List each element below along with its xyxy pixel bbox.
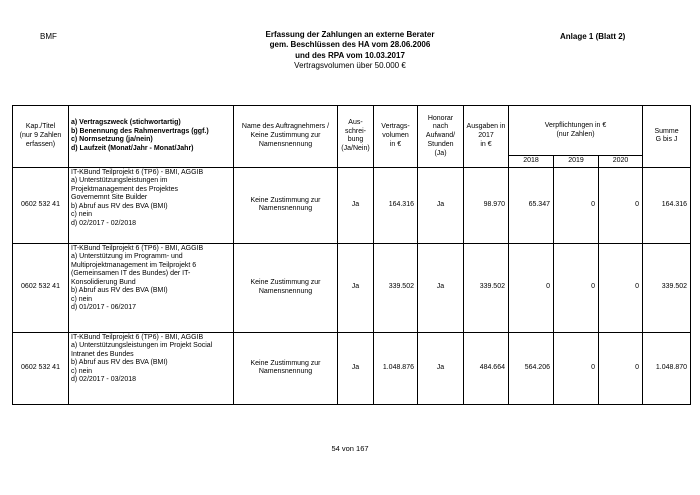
table-row xyxy=(13,243,691,332)
header-vertragsvolumen xyxy=(374,106,418,168)
ministry-label: BMF xyxy=(40,32,57,41)
name-cell xyxy=(234,167,338,243)
description-cell xyxy=(69,167,234,243)
name-line: Namensnennung xyxy=(258,287,313,295)
header-text: c) Normsetzung (ja/nein) xyxy=(71,136,153,144)
volumen-cell: 164.316 xyxy=(374,167,418,243)
desc-line: Intranet des Bundes xyxy=(71,350,134,358)
ausgaben-cell: 98.970 xyxy=(464,167,509,243)
header-text: Stunden xyxy=(427,140,454,148)
header-text: Verpflichtungen in € xyxy=(544,121,607,129)
title-subtitle: Vertragsvolumen über 50.000 € xyxy=(294,61,406,71)
name-line: Namensnennung xyxy=(258,205,313,213)
desc-line: b) Abruf aus RV des BVA (BMI) xyxy=(71,359,168,367)
header-text: Ausgaben in xyxy=(466,123,506,131)
ausschreibung-cell: Ja xyxy=(338,167,374,243)
header-text: (Ja/Nein) xyxy=(341,145,370,153)
header-text: Honorar xyxy=(427,114,454,122)
page-number: 54 von 167 xyxy=(331,444,369,453)
desc-line: a) Unterstützungsleistungen im Projekt Social xyxy=(71,342,213,350)
honorar-cell: Ja xyxy=(418,243,464,332)
header-text: nach xyxy=(432,123,449,131)
header-text: a) Vertragszweck (stichwortartig) xyxy=(71,118,181,126)
desc-line: Governemnt Site Builder xyxy=(71,194,148,202)
header-text: Aus- xyxy=(348,118,363,126)
name-cell xyxy=(234,332,338,404)
y2019-cell: 0 xyxy=(554,167,599,243)
header-text: Summe xyxy=(654,127,679,135)
year-2019: 2019 xyxy=(554,156,599,168)
honorar-cell: Ja xyxy=(418,167,464,243)
desc-line: d) 01/2017 - 06/2017 xyxy=(71,304,136,312)
header-text: b) Benennung des Rahmenvertrags (ggf.) xyxy=(71,127,209,135)
header-text: volumen xyxy=(382,132,409,139)
summe-cell: 1.048.870 xyxy=(643,332,691,404)
header-row xyxy=(13,106,691,156)
desc-line: Multiprojektmanagement im Teilprojekt 6 xyxy=(71,261,197,269)
desc-line: c) nein xyxy=(71,211,93,219)
desc-line: (Gemeinsamen IT des Bundes) der IT- xyxy=(71,270,191,278)
name-line: Keine Zustimmung zur xyxy=(250,279,321,286)
header-summe xyxy=(643,106,691,168)
ausgaben-cell: 484.664 xyxy=(464,332,509,404)
header-ausschreibung xyxy=(338,106,374,168)
description-cell xyxy=(69,332,234,404)
desc-line: IT-KBund Teilprojekt 6 (TP6) - BMI, AGGIB xyxy=(71,244,204,252)
annex-label: Anlage 1 (Blatt 2) xyxy=(560,32,626,41)
header-text: Kap./Titel xyxy=(25,123,56,131)
document-title xyxy=(200,30,500,72)
y2019-cell: 0 xyxy=(554,332,599,404)
desc-line: a) Unterstützung im Programm- und xyxy=(71,253,183,261)
desc-line: d) 02/2017 - 02/2018 xyxy=(71,219,136,227)
header-text: 2017 xyxy=(478,132,494,139)
year-2018: 2018 xyxy=(509,156,554,168)
kap-titel-cell: 0602 532 41 xyxy=(13,243,69,332)
desc-line: d) 02/2017 - 03/2018 xyxy=(71,376,136,384)
volumen-cell: 339.502 xyxy=(374,243,418,332)
header-text: (nur Zahlen) xyxy=(556,130,595,138)
header-text: in € xyxy=(389,140,402,148)
desc-line: IT-KBund Teilprojekt 6 (TP6) - BMI, AGGIB xyxy=(71,333,204,341)
desc-line: a) Unterstützungsleistungen im xyxy=(71,177,168,185)
kap-titel-cell: 0602 532 41 xyxy=(13,332,69,404)
desc-line: b) Abruf aus RV des BVA (BMI) xyxy=(71,287,168,295)
name-cell xyxy=(234,243,338,332)
header-text: erfassen) xyxy=(25,140,56,148)
desc-line: IT-KBund Teilprojekt 6 (TP6) - BMI, AGGIB xyxy=(71,168,204,176)
header-text: Namensnennung xyxy=(258,140,313,148)
header-text: bung xyxy=(347,136,364,144)
title-line: Erfassung der Zahlungen an externe Berater xyxy=(265,30,435,39)
summe-cell: 339.502 xyxy=(643,243,691,332)
header-text: G bis J xyxy=(655,136,678,144)
summe-cell: 164.316 xyxy=(643,167,691,243)
year-2020: 2020 xyxy=(599,156,643,168)
header-verpflichtungen xyxy=(509,106,643,156)
header-vertragszweck xyxy=(69,106,234,168)
y2020-cell: 0 xyxy=(599,243,643,332)
ausschreibung-cell: Ja xyxy=(338,332,374,404)
title-line: gem. Beschlüssen des HA vom 28.06.2006 xyxy=(269,40,431,50)
y2020-cell: 0 xyxy=(599,167,643,243)
header-auftragnehmer xyxy=(234,106,338,168)
honorar-cell: Ja xyxy=(418,332,464,404)
header-text: Aufwand/ xyxy=(425,132,456,139)
header-text: in € xyxy=(480,140,492,148)
table-row xyxy=(13,167,691,243)
header-kap-titel xyxy=(13,106,69,168)
y2019-cell: 0 xyxy=(554,243,599,332)
ausgaben-cell: 339.502 xyxy=(464,243,509,332)
header-text: (Ja) xyxy=(434,149,447,157)
desc-line: c) nein xyxy=(71,367,93,375)
y2018-cell: 65.347 xyxy=(509,167,554,243)
table-row xyxy=(13,332,691,404)
desc-line: Projektmanagement des Projektes xyxy=(71,185,178,193)
payments-table xyxy=(12,105,691,405)
header-text: d) Laufzeit (Monat/Jahr - Monat/Jahr) xyxy=(71,145,194,153)
ausschreibung-cell: Ja xyxy=(338,243,374,332)
title-line: und des RPA vom 10.03.2017 xyxy=(295,50,405,60)
header-text: schrei- xyxy=(344,127,366,135)
header-text: Vertrags- xyxy=(381,123,410,131)
desc-line: c) nein xyxy=(71,295,93,303)
name-line: Keine Zustimmung zur xyxy=(250,359,321,367)
kap-titel-cell: 0602 532 41 xyxy=(13,167,69,243)
y2018-cell: 0 xyxy=(509,243,554,332)
y2018-cell: 564.206 xyxy=(509,332,554,404)
volumen-cell: 1.048.876 xyxy=(374,332,418,404)
header-text: Keine Zustimmung zur xyxy=(250,132,321,139)
name-line: Keine Zustimmung zur xyxy=(250,196,321,204)
header-text: Name des Auftragnehmers / xyxy=(241,123,330,131)
header-ausgaben xyxy=(464,106,509,168)
desc-line: b) Abruf aus RV des BVA (BMI) xyxy=(71,202,168,210)
desc-line: Konsolidierung Bund xyxy=(71,278,136,286)
header-text: (nur 9 Zahlen xyxy=(19,132,62,139)
y2020-cell: 0 xyxy=(599,332,643,404)
header-honorar xyxy=(418,106,464,168)
description-cell xyxy=(69,243,234,332)
name-line: Namensnennung xyxy=(258,368,313,376)
